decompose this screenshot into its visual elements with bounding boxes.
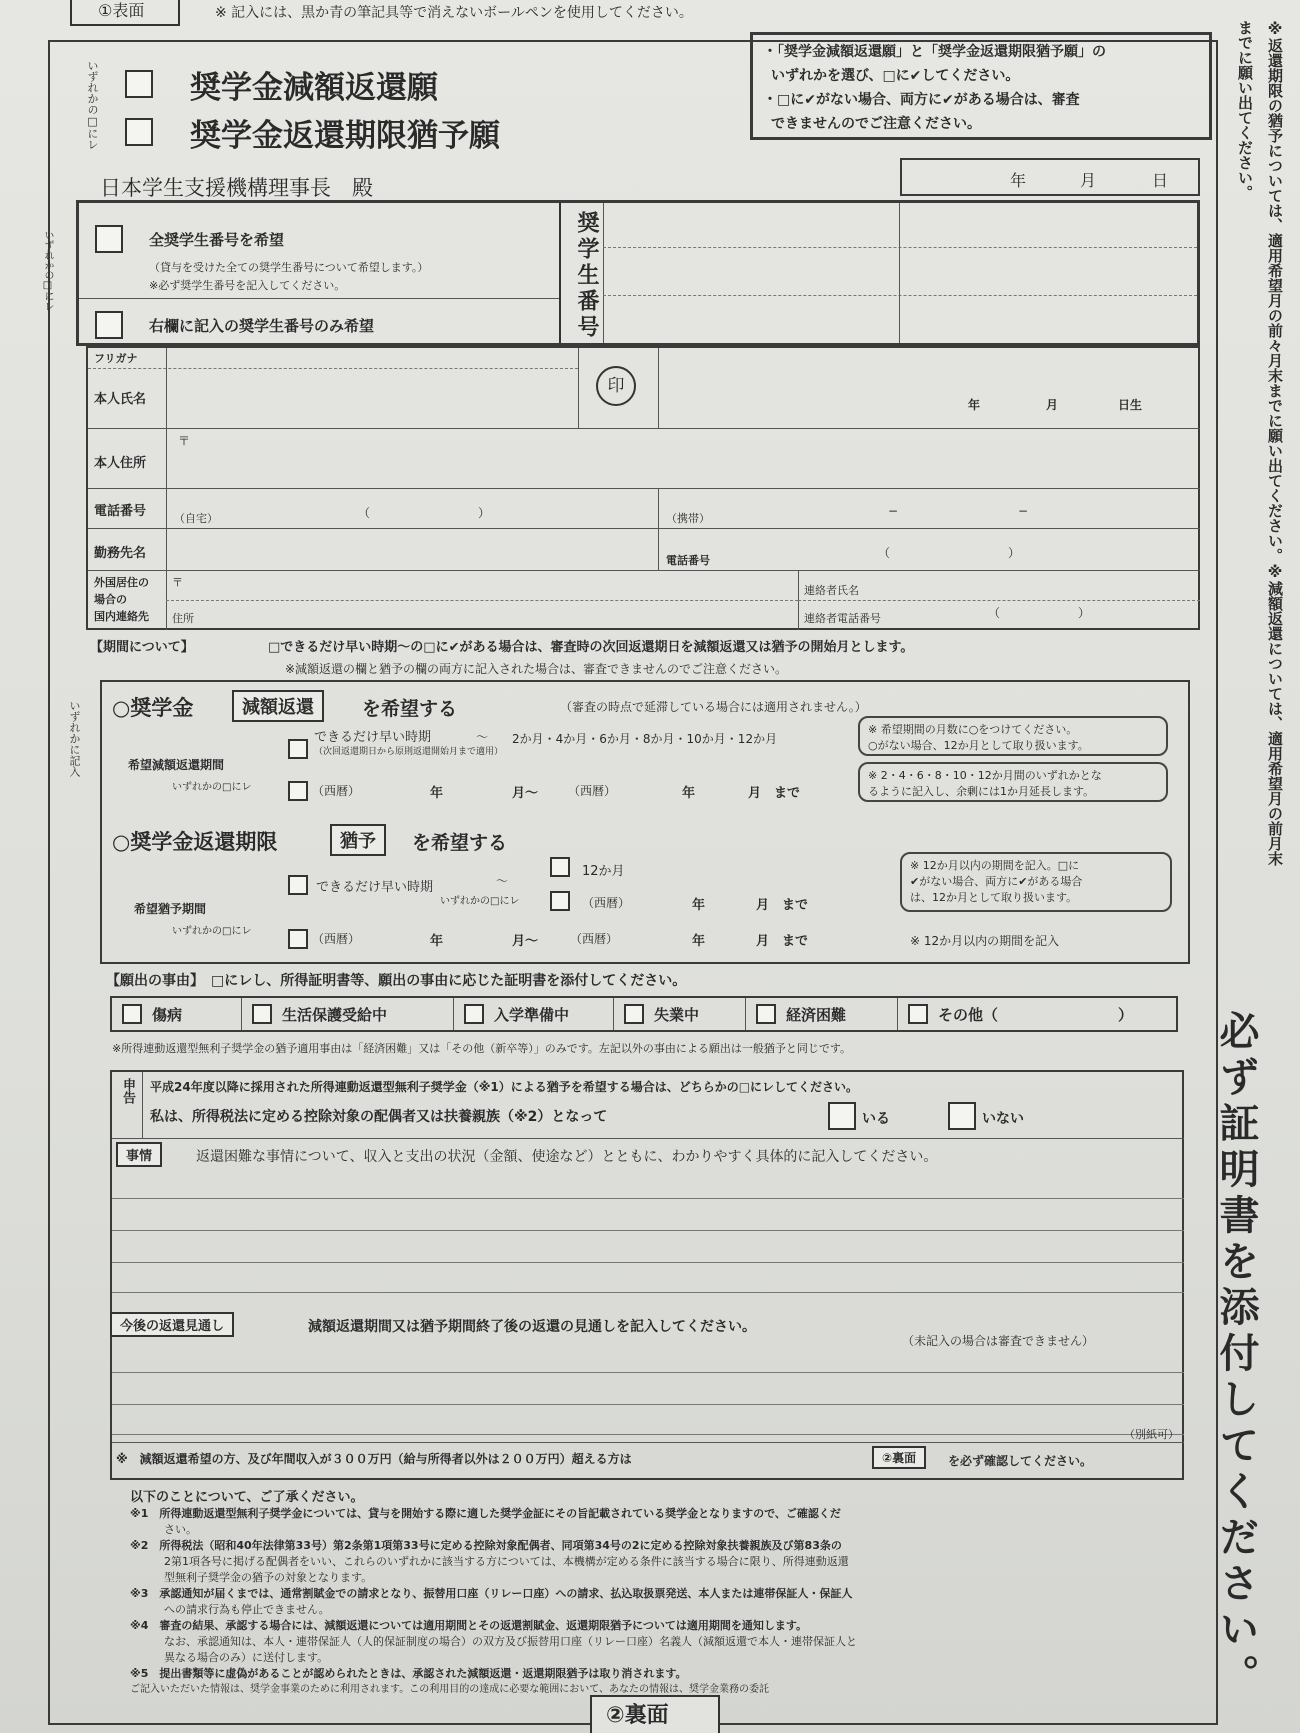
title-note-line3: ・□に✔がない場合、両方に✔がある場合は、審査 [763,92,1080,108]
overseas-label-2: 場合の [94,593,127,606]
reduction-custom-note-1: ※ 2・4・6・8・10・12か月間のいずれかとな [868,769,1102,782]
deferment-note-3: は、12か月として取り扱います。 [910,891,1078,904]
seal-label: 印 [607,376,625,396]
employer-paren-open: （ [878,546,891,560]
reasons-header: 【願出の事由】 □にレし、所得証明書等、願出の事由に応じた証明書を添付してください。 [106,973,687,989]
reason-school-prep[interactable] [454,998,614,1030]
outlook-instruction: 減額返還期間又は猶予期間終了後の返還の見通しを記入してください。 [308,1319,756,1335]
deferment-asap-label: できるだけ早い時期 [316,880,434,895]
reduction-months-note [858,716,1168,756]
deferment-note [900,852,1172,912]
top-tab [70,0,180,26]
deferment-tag-text: 猶予 [330,824,386,856]
circumstances-instruction: 返還困難な事情について、収入と支出の状況（金額、使途など）とともに、わかりやすく具体的に記入してください。 [196,1149,938,1165]
deferment-until-month: 月 まで [756,898,809,913]
reduction-heading-prefix: ○奨学金 [112,696,194,720]
overseas-postal-mark: 〒 [172,576,183,589]
title-note-line2: いずれかを選び、□に✔してください。 [771,68,1020,84]
overseas-label-1: 外国居住の [94,576,149,589]
footnote-1: ※1 所得連動返還型無利子奨学金については、貸与を開始する際に適した奨学金証にその旨記載されている奨学金となりますので、ご確認くだ [130,1507,841,1520]
deferment-custom-year-2: 年 [692,934,706,949]
bottom-notice-right: （別紙可） [1124,1428,1179,1441]
reason-other-label: その他（ ） [938,1005,1134,1024]
title-checkbox-deferment[interactable] [125,118,153,146]
all-numbers-checkbox[interactable] [95,225,123,253]
period-note-line1: □できるだけ早い時期〜の□に✔がある場合は、審査時の次回返還期日を減額返還又は猶予の開始月とします。 [268,640,914,655]
footnote-2c: 型無利子奨学金の猶予の対象となります。 [164,1571,373,1584]
birth-day: 日生 [1118,398,1143,412]
bottom-notice-lead: ※ 減額返還希望の方、及び年間収入が３００万円（給与所得者以外は２００万円）超える方は [116,1452,632,1466]
mobile-phone-label: （携帯） [666,512,710,525]
reduction-heading-suffix: を希望する [362,698,458,720]
contact-paren-close: ） [1078,606,1091,620]
footnote-4: ※4 審査の結果、承認する場合には、減額返還については適用期間とその返還割賦金、返還期限猶予については適用期間を通知します。 [130,1619,808,1632]
deferment-tilde: 〜 [496,874,509,888]
deferment-inner-select-hint: いずれかの□にレ [440,896,520,907]
student-number-label: 奨学生番号 [574,211,599,341]
reduction-custom-era: （西暦） [312,784,361,798]
reduction-custom-year-2: 年 [682,786,696,801]
title-deferment: 奨学金返還期限猶予願 [190,118,500,154]
title-note-line1: ・「奨学金減額返還願」と「奨学金返還期限猶予願」の [763,44,1106,60]
personal-info-block [86,346,1200,630]
footnote-3: ※3 承認通知が届くまでは、通常割賦金での請求となり、振替用口座（リレー口座）への請求、払込取扱票発送、本人または連帯保証人・保証人 [130,1587,853,1600]
date-day-label: 日 [1152,171,1169,190]
deferment-custom-era: （西暦） [312,932,361,946]
mobile-dash-2: − [1018,504,1029,518]
deferment-until-year: 年 [692,898,706,913]
deferment-custom-era-2: （西暦） [570,932,619,946]
reason-economic-label: 経済困難 [786,1005,847,1024]
outlook-writing-area[interactable] [112,1342,1184,1442]
title-checkbox-reduction[interactable] [125,70,153,98]
next-page-tab [590,1695,720,1733]
right-margin-notice: ※返還期限の猶予については、適用希望月の前々月末までに願い出てください。※減額返還については、適用希望月の前月末までに願い出てください。 [1236,20,1284,866]
contact-paren-open: （ [988,606,1001,620]
deferment-heading-suffix: を希望する [412,832,508,854]
outlook-warning: （未記入の場合は審査できません） [902,1334,1095,1348]
reduction-asap-label: できるだけ早い時期 [314,730,432,745]
seal-mark [596,366,636,406]
reason-other[interactable] [898,998,1176,1030]
circumstances-tag [116,1142,162,1167]
home-phone-label: （自宅） [174,512,218,525]
deferment-custom-checkbox[interactable] [288,928,308,949]
period-note-label: 【期間について】 [90,640,194,655]
deferment-12m-checkbox[interactable] [550,856,570,877]
footnotes [130,1490,1190,1698]
mobile-dash-1: − [888,504,899,518]
application-select-hint: いずれかに記入 [68,700,81,777]
footnote-2: ※2 所得税法（昭和40年法律第33号）第2条第1項第33号に定める控除対象配偶者、同項第34号の2に定める控除対象扶養親族及び第83条の [130,1539,842,1552]
employer-phone-label: 電話番号 [666,554,710,567]
declaration-yes-checkbox[interactable] [828,1102,856,1130]
deferment-heading-tag [330,824,386,856]
title-note-box [750,32,1212,140]
birth-month: 月 [1046,398,1059,412]
reduction-asap-checkbox[interactable] [288,738,308,759]
student-number-block [76,200,1200,346]
footnote-5: ※5 提出書類等に虚偽があることが認められたときは、承認された減額返還・返還期限猶予は取り消されます。 [130,1667,687,1680]
bottom-notice-tag [872,1446,926,1469]
reason-unemployed[interactable] [614,998,746,1030]
declaration-yes-label: いる [862,1111,890,1127]
declaration-no-label: いない [982,1111,1024,1127]
reduction-asap-sub: （次回返還期日から原則返還開始月まで適用） [314,747,504,757]
deferment-select-hint: いずれかの□にレ [172,926,252,937]
title-note-line4: できませんのでご注意ください。 [771,116,981,132]
reason-illness-label: 傷病 [152,1005,183,1024]
contact-name-label: 連絡者氏名 [804,584,859,597]
reason-welfare[interactable] [242,998,454,1030]
footnote-4c: 異なる場合のみ）に送付します。 [164,1651,329,1664]
reduction-custom-note [858,762,1168,802]
deferment-until-era: （西暦） [582,896,631,910]
date-month-label: 月 [1080,171,1097,190]
title-reduction: 奨学金減額返還願 [190,70,438,106]
declaration-line1: 平成24年度以降に採用された所得連動返還型無利子奨学金（※1）による猶予を希望する場合は、どちらかの□にレしてください。 [150,1080,859,1094]
reduction-select-hint: いずれかの□にレ [172,782,252,793]
furigana-label: フリガナ [94,352,138,365]
reason-school-prep-label: 入学準備中 [494,1005,570,1024]
employer-paren-close: ） [1008,546,1021,560]
reduction-custom-era-2: （西暦） [568,784,617,798]
deferment-note-2: ✔がない場合、両方に✔がある場合 [910,875,1083,888]
reduction-tilde: 〜 [476,730,489,744]
phone-label: 電話番号 [94,504,147,519]
footnote-1b: さい。 [164,1523,197,1536]
deferment-note-1: ※ 12か月以内の期間を記入。□に [910,859,1080,872]
attach-certificate-notice: 必ず証明書を添付してください。 [1213,1010,1259,1700]
reduction-months-note-2: ○がない場合、12か月として取り扱います。 [868,739,1089,752]
date-box[interactable] [900,158,1200,196]
reduction-custom-note-2: るように記入し、余剰には1か月延長します。 [868,785,1095,798]
reason-illness[interactable] [112,998,242,1030]
deferment-custom-year: 年 [430,934,444,949]
reduction-custom-month-until: 月 まで [748,786,801,801]
deferment-custom-month-until: 月 まで [756,934,809,949]
reduction-heading-tag [232,690,324,722]
reasons-footnote: ※所得連動返還型無利子奨学金の猶予適用事由は「経済困難」又は「その他（新卒等）」のみです。左記以外の事由による願出は一般猶予と同じです。 [112,1042,851,1055]
reduction-heading-note: （審査の時点で延滞している場合には適用されません。） [560,700,867,714]
reduction-custom-checkbox[interactable] [288,780,308,801]
deferment-asap-checkbox[interactable] [288,874,308,895]
bottom-notice-tag-text: ②裏面 [872,1446,926,1469]
all-numbers-note2: ※必ず奨学生番号を記入してください。 [149,279,346,292]
deferment-custom-month-from: 月〜 [512,934,539,949]
deferment-custom-note: ※ 12か月以内の期間を記入 [910,934,1060,948]
circumstances-tag-text: 事情 [116,1142,162,1167]
declaration-line2: 私は、所得税法に定める控除対象の配偶者又は扶養親族（※2）となって [150,1109,608,1125]
outlook-tag-text: 今後の返還見通し [110,1312,234,1337]
reduction-tag-text: 減額返還 [232,690,324,722]
footnote-2b: 2第1項各号に掲げる配偶者をいい、これらのいずれかに該当する方については、本機構が定める条件に該当する場合に限り、所得連動返還 [164,1555,849,1568]
overseas-address-label: 住所 [172,612,194,625]
postal-mark: 〒 [178,434,191,448]
reasons-row [110,996,1178,1032]
addressee: 日本学生支援機構理事長 殿 [100,176,373,200]
listed-numbers-option: 右欄に記入の奨学生番号のみ希望 [149,317,375,335]
home-phone-paren-open: （ [358,506,371,520]
top-instruction: ※ 記入には、黒か青の筆記具等で消えないボールペンを使用してください。 [215,5,693,21]
footnote-4b: なお、承認通知は、本人・連帯保証人（人的保証制度の場合）の双方及び振替用口座（リレー口座）名義人（減額返還で本人・連帯保証人と [164,1635,857,1648]
reduction-period-label: 希望減額返還期間 [128,758,225,772]
reduction-custom-year: 年 [430,786,444,801]
declaration-side-label: 申告 [120,1078,135,1104]
employer-label: 勤務先名 [94,546,147,561]
all-numbers-option: 全奨学生番号を希望 [149,231,285,249]
reason-welfare-label: 生活保護受給中 [282,1005,388,1024]
birth-year: 年 [968,398,981,412]
name-label: 本人氏名 [94,392,147,407]
bottom-notice-tail: を必ず確認してください。 [948,1454,1093,1468]
reason-economic[interactable] [746,998,898,1030]
declaration-no-checkbox[interactable] [948,1102,976,1130]
reduction-months-note-1: ※ 希望期間の月数に○をつけてください。 [868,723,1078,736]
contact-phone-label: 連絡者電話番号 [804,612,881,625]
footnotes-intro: 以下のことについて、ご了承ください。 [130,1490,364,1505]
reduction-custom-month-from: 月〜 [512,786,539,801]
home-phone-paren-close: ） [478,506,491,520]
address-label: 本人住所 [94,456,147,471]
title-select-hint: いずれかの□にレ [86,60,99,150]
footnote-3b: への請求行為も停止できません。 [164,1603,330,1616]
next-page-label: ②裏面 [606,1703,669,1728]
student-number-select-hint: いずれかの□にレ [42,230,53,311]
deferment-period-label: 希望猶予期間 [134,902,207,916]
deferment-12m-label: 12か月 [582,864,625,879]
top-tab-label: ①表面 [98,1,145,20]
overseas-label-3: 国内連絡先 [94,610,149,623]
deferment-until-checkbox[interactable] [550,890,570,911]
deferment-heading-prefix: ○奨学金返還期限 [112,830,278,854]
listed-numbers-checkbox[interactable] [95,311,123,339]
circumstances-block [110,1070,1184,1480]
footnote-6: ご記入いただいた情報は、奨学金事業のために利用されます。この利用目的の達成に必要な範囲において、あなたの情報は、奨学金業務の委託 [130,1684,769,1695]
reason-unemployed-label: 失業中 [654,1005,700,1024]
reduction-months-options[interactable]: 2か月・4か月・6か月・8か月・10か月・12か月 [512,732,778,746]
date-year-label: 年 [1010,171,1027,190]
period-note-line2: ※減額返還の欄と猶予の欄の両方に記入された場合は、審査できませんのでご注意ください。 [285,662,788,676]
all-numbers-note1: （貸与を受けた全ての奨学生番号について希望します。） [149,261,429,274]
outlook-tag [110,1312,234,1337]
